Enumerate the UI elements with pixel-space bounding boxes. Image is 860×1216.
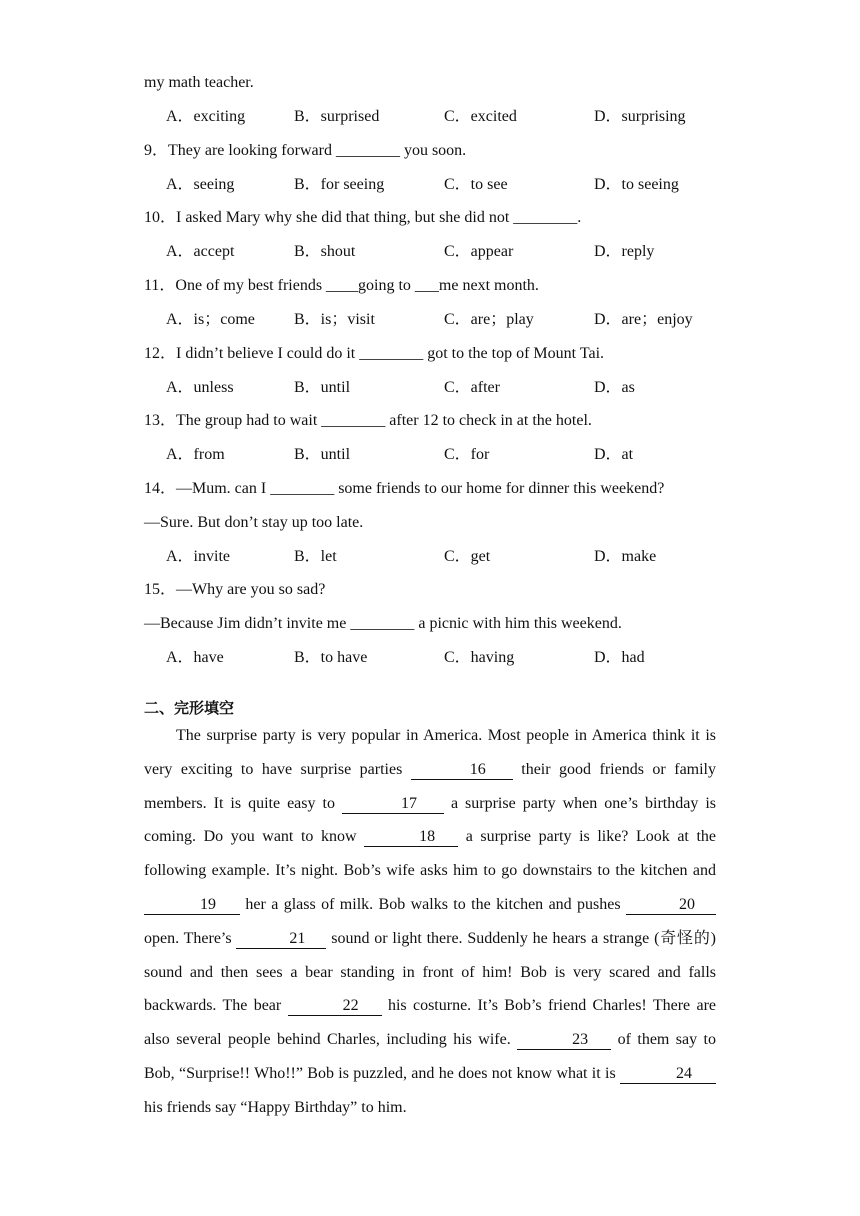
passage-text: sound or light there. Suddenly he hears a strange (奇怪的) sound and then sees a bear standing in front of him! Bob is very scared and falls backwards. The bear: [144, 929, 716, 1015]
passage-text: The surprise party is very popular in America. Most people in America think it is very exciting to have surprise parties: [144, 727, 716, 778]
option-d: D．reply: [594, 243, 655, 260]
option-c: C．for: [444, 446, 490, 463]
question-13-stem: 13．The group had to wait ________ after 12 to check in at the hotel.: [144, 412, 592, 429]
question-8-fragment: my math teacher.: [144, 74, 254, 91]
question-14-stem: 14．—Mum. can I ________ some friends to our home for dinner this weekend?: [144, 480, 665, 497]
question-11-options: [166, 310, 726, 330]
option-b: B．until: [294, 446, 351, 463]
question-11-stem: 11．One of my best friends ____going to ___me next month.: [144, 277, 539, 294]
cloze-passage: [144, 719, 716, 1125]
option-d: D．make: [594, 548, 657, 565]
question-9-stem: 9．They are looking forward ________ you soon.: [144, 142, 467, 159]
question-8-options: [166, 107, 726, 127]
option-a: A．invite: [166, 548, 230, 565]
blank-23[interactable]: 23: [517, 1031, 611, 1050]
option-a: A．accept: [166, 243, 235, 260]
section-title: 二、完形填空: [144, 699, 235, 717]
option-b: B．until: [294, 379, 351, 396]
passage-text: their good friends or family members. It is quite easy to: [144, 760, 717, 812]
blank-22[interactable]: 22: [288, 997, 382, 1016]
question-10-stem: 10．I asked Mary why she did that thing, but she did not ________.: [144, 209, 582, 226]
option-c: C．having: [444, 649, 515, 666]
passage-text: a surprise party is like? Look at the following example. It’s night. Bob’s wife asks him to go downstairs to the kitchen and: [144, 828, 717, 880]
question-9-options: [166, 175, 726, 195]
question-12-stem: 12．I didn’t believe I could do it ________ got to the top of Mount Tai.: [144, 345, 605, 362]
option-a: A．seeing: [166, 176, 235, 193]
option-b: B．to have: [294, 649, 368, 666]
option-b: B．for seeing: [294, 176, 385, 193]
question-15-stem: 15．—Why are you so sad?: [144, 581, 326, 598]
option-d: D．surprising: [594, 108, 686, 125]
passage-body: [144, 719, 716, 1125]
question-12-options: [166, 378, 726, 398]
passage-text: open. There’s: [144, 929, 237, 947]
option-d: D．as: [594, 379, 635, 396]
option-d: D．to seeing: [594, 176, 679, 193]
option-d: D．had: [594, 649, 645, 666]
question-14-response: —Sure. But don’t stay up too late.: [144, 514, 364, 531]
option-a: A．is；come: [166, 311, 255, 328]
option-d: D．are；enjoy: [594, 311, 693, 328]
passage-text: a surprise party when one’s birthday is coming. Do you want to know: [144, 794, 716, 846]
passage-text: of them say to Bob, “Surprise!! Who!!” Bob is puzzled, and he does not know what it is: [144, 1031, 717, 1082]
question-13-options: [166, 445, 726, 465]
blank-18[interactable]: 18: [364, 828, 458, 847]
passage-text: her a glass of milk. Bob walks to the kitchen and pushes: [240, 895, 626, 913]
blank-19[interactable]: 19: [144, 896, 240, 915]
option-c: C．get: [444, 548, 491, 565]
option-c: C．excited: [444, 108, 517, 125]
blank-24[interactable]: 24: [620, 1065, 716, 1084]
blank-20[interactable]: 20: [626, 896, 716, 915]
option-d: D．at: [594, 446, 634, 463]
option-a: A．unless: [166, 379, 234, 396]
option-a: A．exciting: [166, 108, 246, 125]
option-c: C．are；play: [444, 311, 534, 328]
blank-16[interactable]: 16: [411, 761, 513, 780]
option-a: A．have: [166, 649, 224, 666]
question-15-response: —Because Jim didn’t invite me ________ a picnic with him this weekend.: [144, 615, 622, 632]
question-15-options: [166, 648, 726, 668]
passage-text: his costurne. It’s Bob’s friend Charles! There are also several people behind Charles, including his wife.: [144, 997, 717, 1049]
option-c: C．after: [444, 379, 500, 396]
option-c: C．appear: [444, 243, 514, 260]
blank-17[interactable]: 17: [342, 795, 444, 814]
option-b: B．let: [294, 548, 337, 565]
option-a: A．from: [166, 446, 225, 463]
option-b: B．shout: [294, 243, 356, 260]
question-10-options: [166, 242, 726, 262]
question-14-options: [166, 547, 726, 567]
option-b: B．surprised: [294, 108, 380, 125]
passage-text: his friends say “Happy Birthday” to him.: [144, 1098, 407, 1116]
blank-21[interactable]: 21: [236, 930, 326, 949]
option-b: B．is；visit: [294, 311, 375, 328]
option-c: C．to see: [444, 176, 508, 193]
